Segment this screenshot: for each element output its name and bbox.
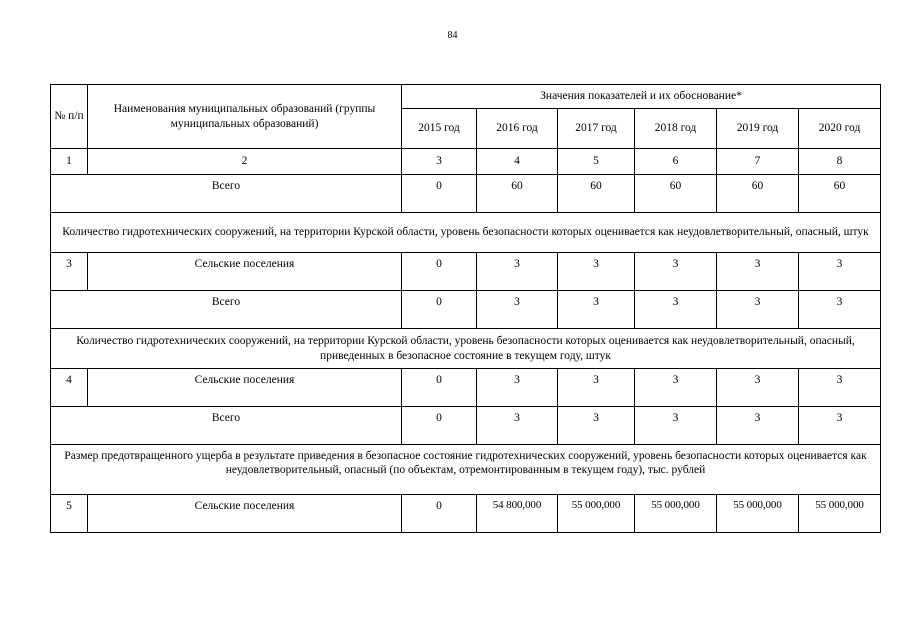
header-year: 2016 год bbox=[477, 109, 558, 149]
table-cell: 3 bbox=[635, 407, 717, 445]
table-cell: 0 bbox=[402, 253, 477, 291]
table-cell: 3 bbox=[558, 291, 635, 329]
table-cell: 60 bbox=[477, 175, 558, 213]
table-cell: 0 bbox=[402, 291, 477, 329]
section-title-row bbox=[51, 445, 881, 495]
section-title-row bbox=[51, 213, 881, 253]
column-numbers-row bbox=[51, 149, 881, 175]
column-number: 2 bbox=[88, 149, 402, 175]
total-label: Всего bbox=[51, 407, 402, 445]
column-number: 1 bbox=[51, 149, 88, 175]
table-row bbox=[51, 253, 881, 291]
table-cell: 60 bbox=[558, 175, 635, 213]
table-cell: 3 bbox=[558, 407, 635, 445]
table-cell: 60 bbox=[717, 175, 799, 213]
table-cell: 3 bbox=[558, 369, 635, 407]
header-year: 2019 год bbox=[717, 109, 799, 149]
table-cell: 3 bbox=[717, 253, 799, 291]
total-row bbox=[51, 407, 881, 445]
row-number: 5 bbox=[51, 495, 88, 533]
total-row bbox=[51, 175, 881, 213]
indicators-table bbox=[50, 84, 881, 533]
header-year: 2018 год bbox=[635, 109, 717, 149]
row-name: Сельские поселения bbox=[88, 495, 402, 533]
header-year: 2017 год bbox=[558, 109, 635, 149]
table-cell: 55 000,000 bbox=[635, 495, 717, 533]
column-number: 6 bbox=[635, 149, 717, 175]
table-cell: 0 bbox=[402, 495, 477, 533]
table-cell: 3 bbox=[558, 253, 635, 291]
header-name: Наименования муниципальных образований (группы муниципальных образований) bbox=[88, 85, 402, 149]
column-number: 3 bbox=[402, 149, 477, 175]
table-cell: 3 bbox=[635, 291, 717, 329]
total-label: Всего bbox=[51, 291, 402, 329]
column-number: 8 bbox=[799, 149, 881, 175]
table-cell: 3 bbox=[799, 369, 881, 407]
table-cell: 3 bbox=[635, 253, 717, 291]
header-row-1 bbox=[51, 85, 881, 109]
total-label: Всего bbox=[51, 175, 402, 213]
header-year: 2015 год bbox=[402, 109, 477, 149]
table-row bbox=[51, 495, 881, 533]
table-cell: 55 000,000 bbox=[717, 495, 799, 533]
section-title: Количество гидротехнических сооружений, на территории Курской области, уровень безопасности которых оценивается как неудовлетворительный, опасный, штук bbox=[51, 213, 881, 253]
table-cell: 55 000,000 bbox=[558, 495, 635, 533]
row-name: Сельские поселения bbox=[88, 369, 402, 407]
table-cell: 3 bbox=[717, 369, 799, 407]
row-number: 3 bbox=[51, 253, 88, 291]
header-values-group: Значения показателей и их обоснование* bbox=[402, 85, 881, 109]
table-cell: 3 bbox=[717, 407, 799, 445]
table-cell: 60 bbox=[799, 175, 881, 213]
header-no: № п/п bbox=[51, 85, 88, 149]
section-title: Размер предотвращенного ущерба в результате приведения в безопасное состояние гидротехнических сооружений, уровень безопасности которых оценивается как неудовлетворительный, опасный (по объектам, отремонтированным в текущем году), тыс. рублей bbox=[51, 445, 881, 495]
table-cell: 3 bbox=[477, 407, 558, 445]
row-name: Сельские поселения bbox=[88, 253, 402, 291]
column-number: 7 bbox=[717, 149, 799, 175]
table-cell: 3 bbox=[717, 291, 799, 329]
table-cell: 0 bbox=[402, 369, 477, 407]
section-title-row bbox=[51, 329, 881, 369]
table-cell: 55 000,000 bbox=[799, 495, 881, 533]
column-number: 4 bbox=[477, 149, 558, 175]
table-cell: 3 bbox=[799, 407, 881, 445]
row-number: 4 bbox=[51, 369, 88, 407]
table-cell: 3 bbox=[477, 291, 558, 329]
table-cell: 3 bbox=[635, 369, 717, 407]
header-year: 2020 год bbox=[799, 109, 881, 149]
table-cell: 60 bbox=[635, 175, 717, 213]
table-cell: 54 800,000 bbox=[477, 495, 558, 533]
table-cell: 3 bbox=[799, 253, 881, 291]
table-row bbox=[51, 369, 881, 407]
page-number: 84 bbox=[447, 30, 458, 41]
table-cell: 0 bbox=[402, 407, 477, 445]
section-title: Количество гидротехнических сооружений, на территории Курской области, уровень безопасности которых оценивается как неудовлетворительный, опасный, приведенных в безопасное состояние в текущем году, штук bbox=[51, 329, 881, 369]
table-cell: 3 bbox=[799, 291, 881, 329]
total-row bbox=[51, 291, 881, 329]
table-cell: 3 bbox=[477, 253, 558, 291]
table-cell: 3 bbox=[477, 369, 558, 407]
column-number: 5 bbox=[558, 149, 635, 175]
table-cell: 0 bbox=[402, 175, 477, 213]
